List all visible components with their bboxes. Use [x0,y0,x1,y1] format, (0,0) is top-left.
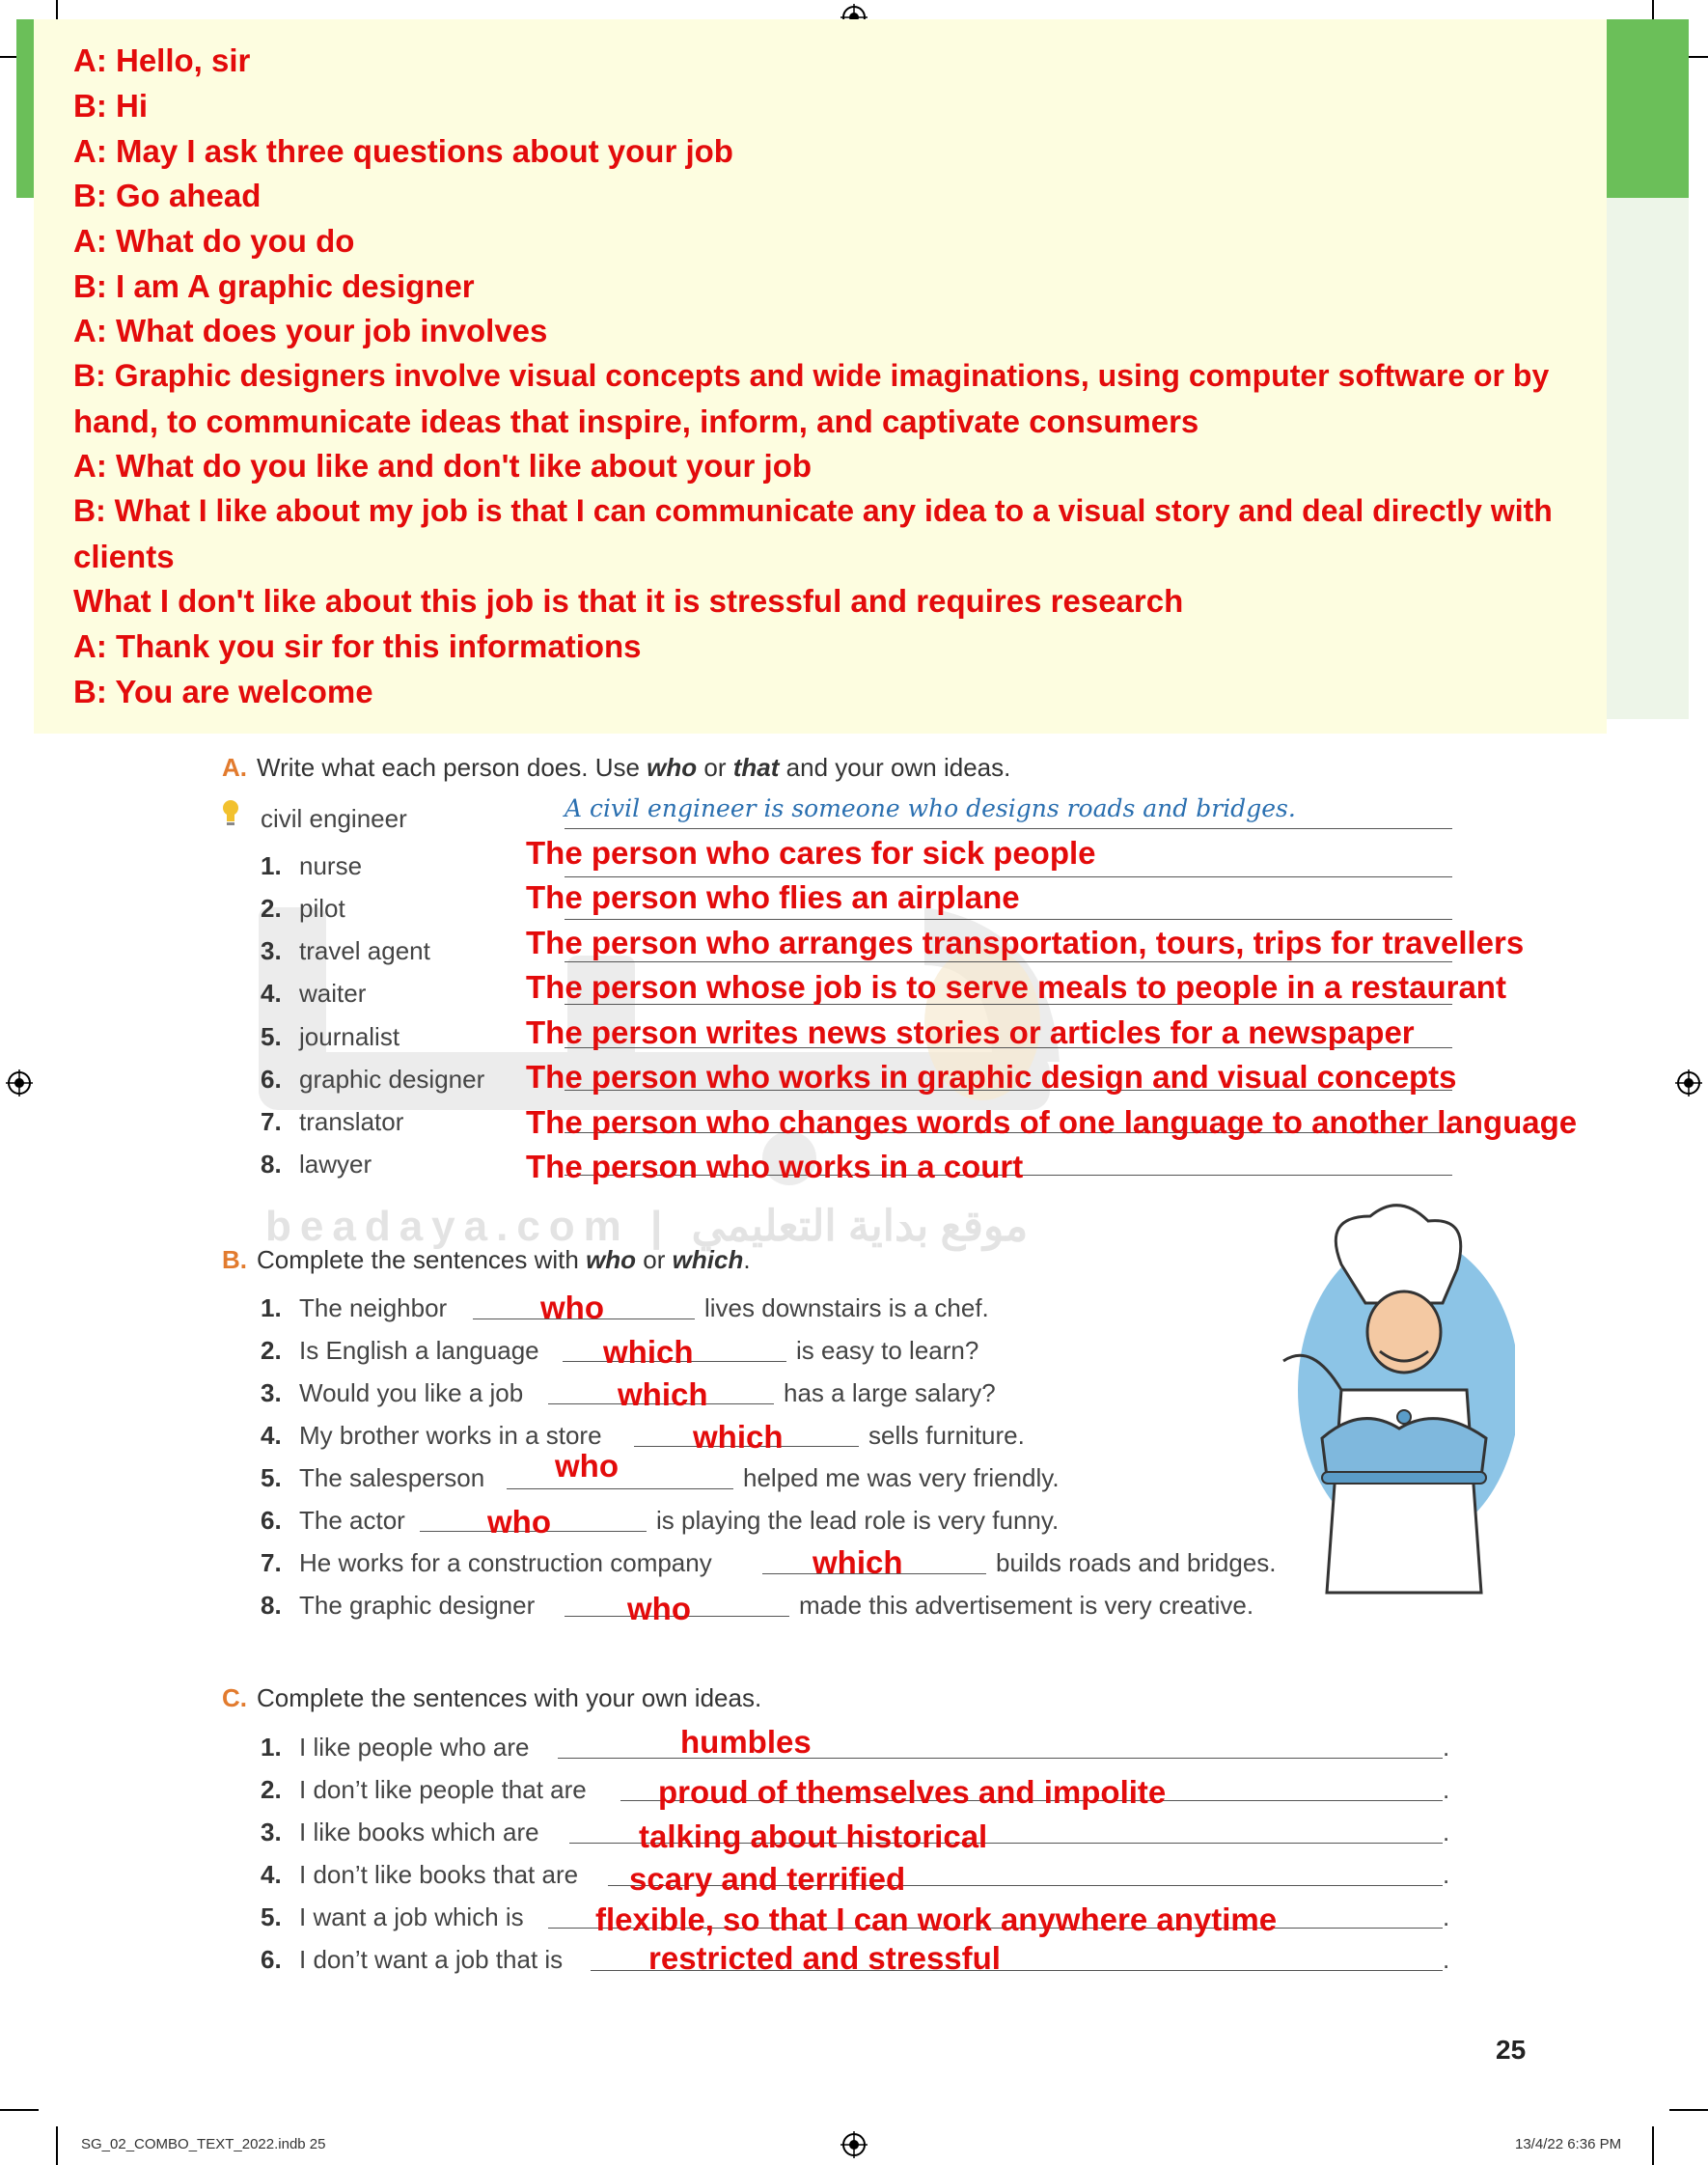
sentence-end: made this advertisement is very creative. [799,1591,1254,1620]
item-number: 3. [261,1378,282,1407]
sentence-end-mark: . [1443,1818,1450,1846]
section-b-heading [222,1245,751,1275]
sentence-start: Would you like a job [299,1378,524,1407]
chef-illustration [1264,1197,1515,1602]
item-number: 3. [261,936,282,965]
dialogue-line: B: Hi [73,88,148,124]
item-number: 1. [261,851,282,880]
registration-mark-icon [1675,1069,1702,1096]
dialogue-line: B: What I like about my job is that I can communicate any idea to a visual story and deal directly with [73,493,1553,528]
example-answer: A civil engineer is someone who designs roads and bridges. [565,794,1296,822]
sentence-start: My brother works in a store [299,1421,602,1450]
page-number: 25 [1496,2035,1527,2065]
sentence-prompt: I don’t like books that are [299,1860,579,1889]
sentence-prompt: I don’t like people that are [299,1775,587,1804]
job-label: graphic designer [299,1065,485,1094]
answer-line [565,828,1452,829]
instruction-text: Complete the sentences with [257,1245,587,1274]
answer-line[interactable] [565,919,1452,920]
handwritten-answer: The person who cares for sick people [526,835,1096,871]
handwritten-answer: talking about historical [639,1818,988,1854]
dialogue-line: B: You are welcome [73,674,373,709]
instruction-text: Write what each person does. Use [257,753,647,782]
job-label: travel agent [299,936,430,965]
sentence-prompt: I like books which are [299,1818,539,1846]
handwritten-answer: The person who changes words of one language to another language [526,1104,1578,1140]
answer-line[interactable] [507,1488,733,1489]
dialogue-line: hand, to communicate ideas that inspire, inform, and captivate consumers [73,403,1199,439]
item-number: 5. [261,1902,282,1931]
handwritten-answer: humbles [680,1724,812,1760]
section-c-heading [222,1683,761,1713]
handwritten-answer: flexible, so that I can work anywhere anytime [595,1901,1278,1937]
item-number: 4. [261,1421,282,1450]
sentence-prompt: I don’t want a job that is [299,1945,564,1974]
handwritten-answer: who [487,1504,551,1540]
item-number: 7. [261,1107,282,1136]
registration-mark-icon [840,2131,868,2158]
answer-line[interactable] [565,961,1452,962]
sentence-end: lives downstairs is a chef. [704,1293,989,1322]
dialogue-line: A: May I ask three questions about your job [73,133,733,169]
dialogue-line: What I don't like about this job is that it is stressful and requires research [73,583,1184,619]
sentence-start: He works for a construction company [299,1548,712,1577]
dialogue-line: A: What do you do [73,223,355,259]
crop-mark [0,2109,39,2111]
item-number: 2. [261,1775,282,1804]
dialogue-line: A: What do you like and don't like about your job [73,448,813,484]
handwritten-answer: restricted and stressful [648,1940,1001,1976]
handwritten-answer: who [627,1591,691,1626]
section-a-heading [222,753,1010,783]
handwritten-answer: The person who works in a court [526,1149,1024,1184]
sentence-end-mark: . [1443,1733,1450,1762]
lightbulb-icon [221,798,240,827]
dialogue-line: B: Go ahead [73,178,262,213]
keyword: who [586,1245,637,1274]
item-number: 6. [261,1065,282,1094]
handwritten-answer: The person who works in graphic design and visual concepts [526,1059,1457,1095]
handwritten-answer: which [813,1544,903,1580]
item-number: 1. [261,1293,282,1322]
job-label: pilot [299,894,345,923]
answer-line[interactable] [565,876,1452,877]
item-number: 1. [261,1733,282,1762]
crop-mark [56,2126,58,2165]
item-number: 2. [261,894,282,923]
sentence-end-mark: . [1443,1902,1450,1931]
sentence-end: sells furniture. [868,1421,1025,1450]
instruction-text: or [636,1245,673,1274]
keyword: who [647,753,698,782]
dialogue-line: B: I am A graphic designer [73,268,475,304]
instruction-text: Complete the sentences with your own ideas. [257,1683,762,1712]
instruction-text: or [697,753,733,782]
job-label: translator [299,1107,404,1136]
dialogue-line: A: Thank you sir for this informations [73,628,642,664]
dialogue-line: A: What does your job involves [73,313,548,348]
handwritten-answer: who [555,1448,619,1484]
handwritten-answer: which [693,1419,784,1455]
handwritten-answer: The person writes news stories or articles for a newspaper [526,1014,1415,1050]
crop-mark [1669,2109,1708,2111]
dialogue-line: clients [73,539,175,574]
keyword: that [732,753,780,782]
item-number: 8. [261,1150,282,1179]
sentence-end-mark: . [1443,1860,1450,1889]
sentence-start: The actor [299,1506,405,1535]
item-number: 4. [261,979,282,1008]
item-number: 5. [261,1022,282,1051]
example-label: civil engineer [261,804,407,833]
sentence-end: helped me was very friendly. [743,1463,1060,1492]
item-number: 8. [261,1591,282,1620]
section-letter: C. [222,1683,247,1712]
sentence-end: builds roads and bridges. [996,1548,1277,1577]
instruction-text: . [743,1245,751,1274]
item-number: 3. [261,1818,282,1846]
sentence-end-mark: . [1443,1775,1450,1804]
instruction-text: and your own ideas. [779,753,1011,782]
sentence-start: The salesperson [299,1463,485,1492]
job-label: nurse [299,851,363,880]
handwritten-answer: which [603,1334,694,1370]
handwritten-answer: The person who flies an airplane [526,879,1020,915]
handwritten-answer: who [540,1290,604,1325]
item-number: 4. [261,1860,282,1889]
item-number: 6. [261,1945,282,1974]
item-number: 7. [261,1548,282,1577]
sentence-prompt: I like people who are [299,1733,530,1762]
job-label: waiter [299,979,367,1008]
job-label: lawyer [299,1150,372,1179]
dialogue-line: A: Hello, sir [73,42,251,78]
item-number: 5. [261,1463,282,1492]
sentence-start: The neighbor [299,1293,448,1322]
sentence-end: is easy to learn? [796,1336,979,1365]
sentence-start: Is English a language [299,1336,539,1365]
handwritten-answer: The person who arranges transportation, tours, trips for travellers [526,925,1525,960]
sentence-start: The graphic designer [299,1591,536,1620]
handwritten-answer: scary and terrified [629,1861,906,1897]
handwritten-answer: The person whose job is to serve meals to people in a restaurant [526,969,1506,1005]
watermark-text: beadaya.com | موقع بداية التعليمي [265,1203,1029,1250]
crop-mark [1652,2126,1654,2165]
registration-mark-icon [6,1069,33,1096]
sentence-prompt: I want a job which is [299,1902,524,1931]
dialogue-line: B: Graphic designers involve visual concepts and wide imaginations, using computer software or by [73,358,1550,393]
section-letter: A. [222,753,247,782]
footer-timestamp: 13/4/22 6:36 PM [1515,2136,1622,2152]
footer-file: SG_02_COMBO_TEXT_2022.indb 25 [81,2136,326,2152]
keyword: which [672,1245,744,1274]
sentence-end: has a large salary? [784,1378,996,1407]
sentence-end-mark: . [1443,1945,1450,1974]
header-band-left [16,19,36,198]
job-label: journalist [299,1022,400,1051]
item-number: 2. [261,1336,282,1365]
section-letter: B. [222,1245,247,1274]
handwritten-answer: proud of themselves and impolite [658,1774,1167,1810]
sentence-end: is playing the lead role is very funny. [656,1506,1060,1535]
item-number: 6. [261,1506,282,1535]
handwritten-answer: which [618,1376,708,1412]
